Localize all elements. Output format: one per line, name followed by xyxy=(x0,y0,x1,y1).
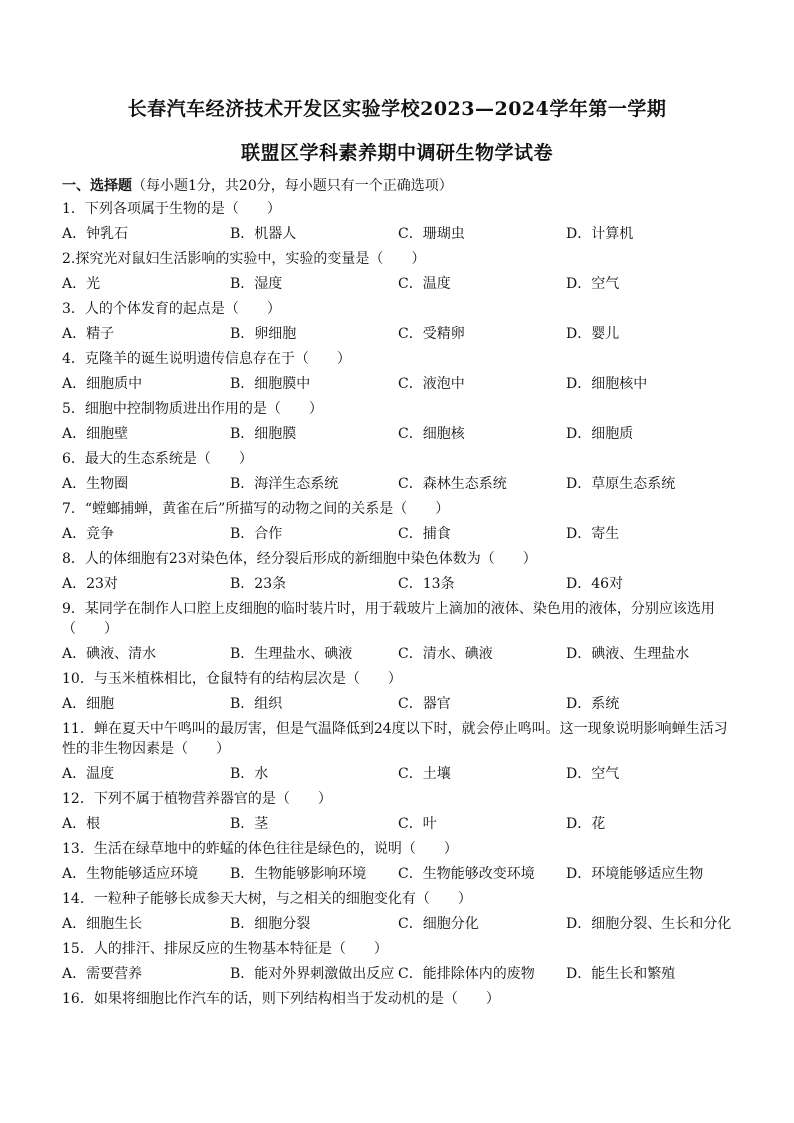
option-c: C．细胞分化 xyxy=(398,916,479,932)
option-d: D．计算机 xyxy=(566,226,634,242)
options-row xyxy=(62,812,736,837)
option-c: C．受精卵 xyxy=(398,326,465,342)
option-d: D．婴儿 xyxy=(566,326,620,342)
question-stem: 4．克隆羊的诞生说明遗传信息存在于（ ） xyxy=(62,351,351,367)
option-b: B．茎 xyxy=(230,816,269,832)
question-list xyxy=(62,197,736,1012)
options-row xyxy=(62,372,736,397)
option-c: C．液泡中 xyxy=(398,376,465,392)
question-stem: 14．一粒种子能够长成参天大树，与之相关的细胞变化有（ ） xyxy=(62,891,472,907)
option-d: D．46对 xyxy=(566,576,624,592)
option-c: C．温度 xyxy=(398,276,451,292)
option-a: A．光 xyxy=(62,276,101,292)
options-row xyxy=(62,522,736,547)
options-row xyxy=(62,762,736,787)
question-stem: 8．人的体细胞有23对染色体，经分裂后形成的新细胞中染色体数为（ ） xyxy=(62,551,537,567)
question-stem: 5．细胞中控制物质进出作用的是（ ） xyxy=(62,401,323,417)
options-row xyxy=(62,642,736,667)
section-note: （每小题1分，共20分，每小题只有一个正确选项） xyxy=(132,178,453,194)
option-c: C．土壤 xyxy=(398,766,451,782)
section-label: 一、选择题 xyxy=(62,178,132,194)
option-c: C．叶 xyxy=(398,816,437,832)
option-b: B．能对外界刺激做出反应 xyxy=(230,966,395,982)
option-b: B．合作 xyxy=(230,526,283,542)
options-row xyxy=(62,692,736,717)
option-a: A．生物圈 xyxy=(62,476,129,492)
option-b: B．细胞分裂 xyxy=(230,916,311,932)
option-d: D．草原生态系统 xyxy=(566,476,676,492)
option-b: B．生理盐水、碘液 xyxy=(230,646,353,662)
option-d: D．花 xyxy=(566,816,606,832)
exam-title-line2: 联盟区学科素养期中调研生物学试卷 xyxy=(240,142,553,164)
question-stem: 15．人的排汗、排尿反应的生物基本特征是（ ） xyxy=(62,941,388,957)
option-d: D．碘液、生理盐水 xyxy=(566,646,690,662)
exam-title-line1: 长春汽车经济技术开发区实验学校2023—2024学年第一学期 xyxy=(127,98,667,120)
options-row xyxy=(62,422,736,447)
options-row xyxy=(62,272,736,297)
option-d: D．细胞分裂、生长和分化 xyxy=(566,916,732,932)
option-b: B．组织 xyxy=(230,696,283,712)
option-a: A．根 xyxy=(62,816,101,832)
option-b: B．细胞膜中 xyxy=(230,376,311,392)
option-c: C．捕食 xyxy=(398,526,451,542)
option-b: B．卵细胞 xyxy=(230,326,297,342)
option-a: A．细胞壁 xyxy=(62,426,129,442)
option-d: D．细胞质 xyxy=(566,426,634,442)
option-a: A．精子 xyxy=(62,326,115,342)
option-d: D．空气 xyxy=(566,766,620,782)
question-stem: 11．蝉在夏天中午鸣叫的最厉害，但是气温降低到24度以下时，就会停止鸣叫。这一现象说明影响蝉生活习性的非生物因素是（ ） xyxy=(62,721,728,757)
option-b: B．机器人 xyxy=(230,226,297,242)
option-d: D．能生长和繁殖 xyxy=(566,966,676,982)
option-b: B．海洋生态系统 xyxy=(230,476,339,492)
question-stem: 2.探究光对鼠妇生活影响的实验中，实验的变量是（ ） xyxy=(62,251,426,267)
option-a: A．温度 xyxy=(62,766,115,782)
option-c: C．器官 xyxy=(398,696,451,712)
option-b: B．细胞膜 xyxy=(230,426,297,442)
options-row xyxy=(62,862,736,887)
question-stem: 16．如果将细胞比作汽车的话，则下列结构相当于发动机的是（ ） xyxy=(62,991,500,1007)
option-a: A．需要营养 xyxy=(62,966,143,982)
option-b: B．23条 xyxy=(230,576,287,592)
options-row xyxy=(62,472,736,497)
options-row xyxy=(62,222,736,247)
options-row xyxy=(62,322,736,347)
option-a: A．生物能够适应环境 xyxy=(62,866,199,882)
options-row xyxy=(62,912,736,937)
question-stem: 13．生活在绿草地中的蚱蜢的体色往往是绿色的，说明（ ） xyxy=(62,841,458,857)
option-a: A．竞争 xyxy=(62,526,115,542)
options-row xyxy=(62,572,736,597)
option-c: C．珊瑚虫 xyxy=(398,226,465,242)
question-stem: 1．下列各项属于生物的是（ ） xyxy=(62,201,281,217)
option-d: D．寄生 xyxy=(566,526,620,542)
question-stem: 3．人的个体发育的起点是（ ） xyxy=(62,301,281,317)
option-d: D．系统 xyxy=(566,696,620,712)
option-b: B．水 xyxy=(230,766,269,782)
option-d: D．环境能够适应生物 xyxy=(566,866,704,882)
option-c: C．生物能够改变环境 xyxy=(398,866,535,882)
option-d: D．空气 xyxy=(566,276,620,292)
option-c: C．森林生态系统 xyxy=(398,476,507,492)
option-c: C．能排除体内的废物 xyxy=(398,966,535,982)
question-stem: 6．最大的生态系统是（ ） xyxy=(62,451,253,467)
option-a: A．23对 xyxy=(62,576,118,592)
option-c: C．细胞核 xyxy=(398,426,465,442)
question-stem: 10．与玉米植株相比，仓鼠特有的结构层次是（ ） xyxy=(62,671,402,687)
option-a: A．细胞生长 xyxy=(62,916,143,932)
question-stem: 7．“螳螂捕蝉，黄雀在后”所描写的动物之间的关系是（ ） xyxy=(62,501,450,517)
option-c: C．13条 xyxy=(398,576,455,592)
question-stem: 9．某同学在制作人口腔上皮细胞的临时装片时，用于载玻片上滴加的液体、染色用的液体，分别应该选用（ ） xyxy=(62,601,715,637)
option-b: B．生物能够影响环境 xyxy=(230,866,367,882)
option-d: D．细胞核中 xyxy=(566,376,648,392)
question-stem: 12．下列不属于植物营养器官的是（ ） xyxy=(62,791,332,807)
section-heading xyxy=(62,175,453,195)
options-row xyxy=(62,962,736,987)
option-a: A．钟乳石 xyxy=(62,226,129,242)
option-b: B．湿度 xyxy=(230,276,283,292)
option-a: A．碘液、清水 xyxy=(62,646,157,662)
option-a: A．细胞质中 xyxy=(62,376,143,392)
option-a: A．细胞 xyxy=(62,696,115,712)
option-c: C．清水、碘液 xyxy=(398,646,493,662)
